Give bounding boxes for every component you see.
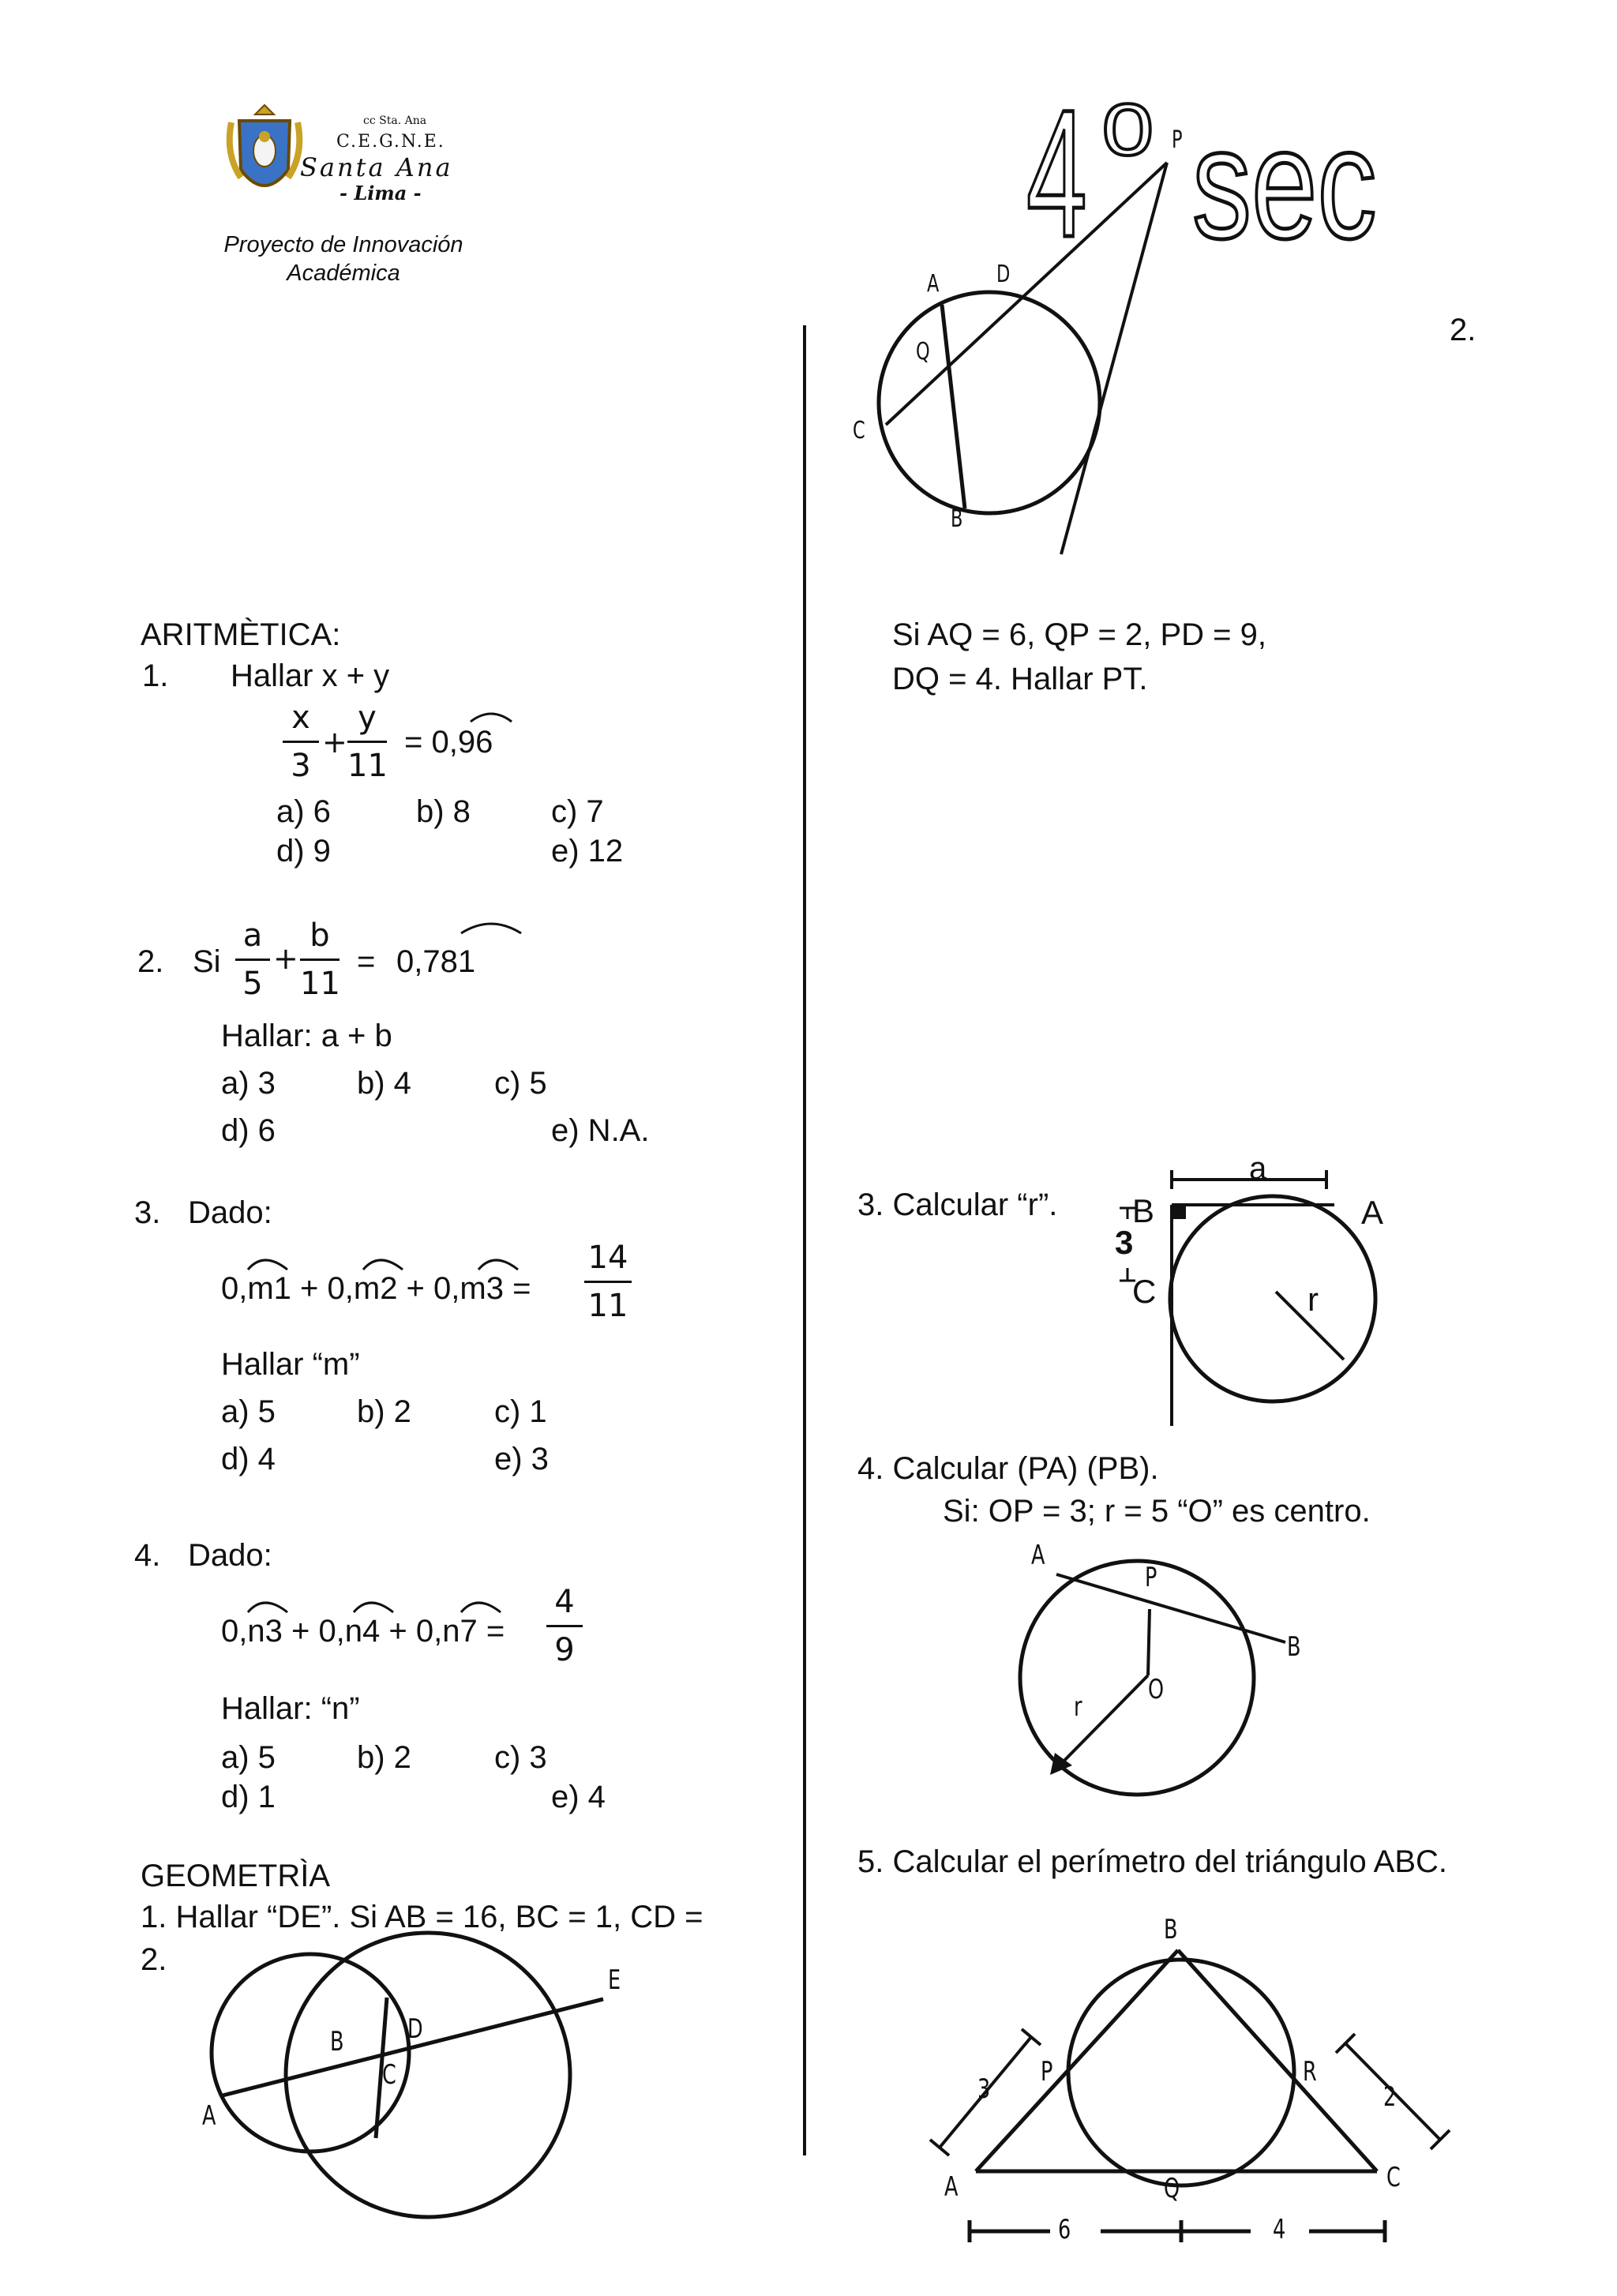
p4-repeating-arcs xyxy=(237,1592,521,1615)
p2-frac1-num: a xyxy=(242,917,263,954)
p1-frac2-num: y xyxy=(358,700,377,736)
geo-problem-1-line2: 2. xyxy=(141,1942,167,1977)
fig5-label-c: C xyxy=(1386,2162,1401,2193)
figure-circle-secant-tangent xyxy=(853,126,1184,553)
fig2-label-b: B xyxy=(951,505,963,533)
p1-frac1-num: x xyxy=(291,700,310,736)
fig4-label-b: B xyxy=(1287,1631,1301,1663)
fig5-label-p: P xyxy=(1041,2056,1053,2088)
p4-opt-e: e) 4 xyxy=(551,1780,606,1814)
p3-opt-e: e) 3 xyxy=(494,1442,549,1476)
fig5-label-r: R xyxy=(1303,2056,1317,2088)
fig5-dim-3-tick-b xyxy=(1022,2029,1041,2045)
fig3-label-c: C xyxy=(1132,1273,1157,1310)
p2-repeating-arc xyxy=(458,919,524,935)
school-name-line3: - Lima - xyxy=(340,182,422,204)
p3-opt-d: d) 4 xyxy=(221,1442,276,1476)
p3-find: Hallar “m” xyxy=(221,1347,360,1382)
fig5-label-a: A xyxy=(944,2171,959,2203)
p2-frac1-den: 5 xyxy=(242,966,263,1002)
school-crest-icon xyxy=(225,99,304,209)
p2-opt-d: d) 6 xyxy=(221,1113,276,1148)
aritmetica-heading: ARITMÈTICA: xyxy=(141,617,341,652)
fig2-label-q: Q xyxy=(916,338,930,366)
p4-find: Hallar: “n” xyxy=(221,1691,360,1726)
fig1-label-b: B xyxy=(330,2026,344,2058)
fig5-label-q: Q xyxy=(1164,2173,1180,2204)
p3-frac-num: 14 xyxy=(587,1240,628,1276)
geometria-heading: GEOMETRÌA xyxy=(141,1859,331,1893)
school-name-small: cc Sta. Ana xyxy=(363,114,427,127)
fig2-label-c: C xyxy=(853,417,865,445)
grade-number: 4 xyxy=(1026,72,1087,275)
school-logo xyxy=(221,99,490,209)
p4-opt-d: d) 1 xyxy=(221,1780,276,1814)
p1-fraction-x xyxy=(283,700,319,784)
p2-fraction-b xyxy=(300,917,340,1002)
p3-frac-den: 11 xyxy=(587,1288,628,1324)
p3-fraction xyxy=(584,1240,632,1324)
fig3-label-a-upper: A xyxy=(1361,1194,1384,1231)
p1-opt-d: d) 9 xyxy=(276,834,331,869)
fig2-tangent-pt xyxy=(1061,163,1167,554)
p1-equals: = 0,96 xyxy=(404,725,493,760)
problem-1-statement: Hallar x + y xyxy=(231,658,390,693)
fig5-dim-label-6: 6 xyxy=(1058,2214,1071,2245)
fig5-side-ab xyxy=(976,1950,1178,2171)
fig3-dim-marks xyxy=(1116,1203,1140,1290)
p1-frac2-den: 11 xyxy=(347,748,388,784)
grade-degree: o xyxy=(1101,69,1154,175)
right-problem-3: 3. Calcular “r”. xyxy=(857,1187,1058,1222)
fig4-chord-ab xyxy=(1056,1574,1285,1642)
fig2-chord-ab xyxy=(942,305,965,508)
project-title-line2: Académica xyxy=(287,261,400,287)
fig2-label-p: P xyxy=(1172,126,1183,154)
column-divider xyxy=(803,325,806,2155)
p3-opt-c: c) 1 xyxy=(494,1394,547,1429)
project-title-line1: Proyecto de Innovación xyxy=(223,232,463,257)
problem-2-si: Si xyxy=(193,944,221,979)
fig5-dim-label-3: 3 xyxy=(977,2073,991,2105)
fig3-label-b: B xyxy=(1132,1192,1155,1229)
fig1-label-d: D xyxy=(407,2013,423,2045)
p2-value: 0,781 xyxy=(396,944,476,979)
fig5-dim-3-tick-a xyxy=(930,2140,949,2155)
right-problem-5: 5. Calcular el perímetro del triángulo ABC. xyxy=(857,1844,1448,1879)
right-problem-number: 2. xyxy=(1450,313,1476,347)
fig4-label-o: O xyxy=(1148,1674,1165,1705)
fig2-label-a: A xyxy=(927,270,940,298)
p4-frac-den: 9 xyxy=(554,1632,575,1668)
figure-circle-chord-center xyxy=(1003,1540,1271,1800)
p2-frac2-den: 11 xyxy=(300,966,340,1002)
school-name-line1: C.E.G.N.E. xyxy=(336,132,445,152)
p2-plus: + xyxy=(273,941,298,976)
fig4-radius xyxy=(1055,1675,1148,1770)
right-problem-2-line1: Si AQ = 6, QP = 2, PD = 9, xyxy=(892,617,1266,652)
right-problem-2-line2: DQ = 4. Hallar PT. xyxy=(892,662,1148,696)
problem-2-number: 2. xyxy=(137,944,164,979)
p2-opt-c: c) 5 xyxy=(494,1066,547,1101)
fig3-circle xyxy=(1170,1196,1375,1401)
p2-equals: = xyxy=(357,944,376,979)
fig4-label-a: A xyxy=(1031,1540,1045,1571)
fig2-circle xyxy=(879,292,1100,513)
problem-1-number: 1. xyxy=(142,658,169,693)
p2-find: Hallar: a + b xyxy=(221,1019,392,1053)
p2-opt-e: e) N.A. xyxy=(551,1113,650,1148)
p4-opt-b: b) 2 xyxy=(357,1740,411,1775)
right-problem-4-line2: Si: OP = 3; r = 5 “O” es centro. xyxy=(943,1494,1371,1529)
p1-opt-c: c) 7 xyxy=(551,794,604,829)
project-title xyxy=(189,231,497,288)
p2-frac2-num: b xyxy=(310,917,330,954)
small-circle xyxy=(212,1954,409,2152)
figure-tangent-square xyxy=(1137,1161,1390,1429)
problem-3-number: 3. xyxy=(134,1195,161,1230)
fig3-label-a-lower: a xyxy=(1249,1151,1267,1186)
p4-fraction xyxy=(546,1584,583,1668)
p1-opt-a: a) 6 xyxy=(276,794,331,829)
p1-opt-e: e) 12 xyxy=(551,834,624,869)
grade-sec: sec xyxy=(1192,96,1377,272)
geo-problem-1-line1: 1. Hallar “DE”. Si AB = 16, BC = 1, CD = xyxy=(141,1900,703,1934)
p3-opt-b: b) 2 xyxy=(357,1394,411,1429)
p4-expression: 0,n3 + 0,n4 + 0,n7 = xyxy=(221,1614,505,1649)
p3-opt-a: a) 5 xyxy=(221,1394,276,1429)
fig1-label-a: A xyxy=(202,2100,216,2132)
fig1-label-e: E xyxy=(608,1964,621,1996)
fig4-label-r: r xyxy=(1074,1691,1082,1723)
fig3-label-three: 3 xyxy=(1115,1224,1134,1261)
p2-opt-b: b) 4 xyxy=(357,1066,411,1101)
problem-4-number: 4. xyxy=(134,1538,161,1573)
fig5-dim-label-4: 4 xyxy=(1273,2214,1286,2245)
p1-repeating-arc xyxy=(467,709,515,725)
p2-opt-a: a) 3 xyxy=(221,1066,276,1101)
figure-inscribed-circle-triangle xyxy=(924,1911,1461,2282)
p1-fraction-y xyxy=(347,700,387,784)
fig5-incircle xyxy=(1068,1960,1294,2185)
fig5-side-bc xyxy=(1178,1950,1377,2171)
problem-4-given: Dado: xyxy=(188,1538,272,1573)
p3-expression: 0,m1 + 0,m2 + 0,m3 = xyxy=(221,1271,531,1306)
right-problem-4-line1: 4. Calcular (PA) (PB). xyxy=(857,1451,1159,1486)
p4-opt-c: c) 3 xyxy=(494,1740,547,1775)
fig3-right-angle xyxy=(1172,1205,1186,1219)
p1-opt-b: b) 8 xyxy=(416,794,471,829)
p4-opt-a: a) 5 xyxy=(221,1740,276,1775)
large-circle xyxy=(286,1933,570,2217)
p1-plus: + xyxy=(322,725,347,760)
fig4-label-p: P xyxy=(1145,1562,1157,1593)
fig5-label-b: B xyxy=(1164,1914,1178,1945)
fig3-label-r: r xyxy=(1307,1281,1319,1318)
problem-3-given: Dado: xyxy=(188,1195,272,1230)
figure-two-circles xyxy=(182,1942,655,2203)
fig1-label-c: C xyxy=(382,2059,396,2091)
fig4-segment-op xyxy=(1148,1609,1150,1675)
p4-frac-num: 4 xyxy=(554,1584,575,1620)
fig5-dim-label-2: 2 xyxy=(1383,2081,1397,2113)
school-name-line2: Santa Ana xyxy=(300,152,453,182)
p1-frac1-den: 3 xyxy=(291,748,311,784)
p3-repeating-arcs xyxy=(237,1249,553,1273)
p2-fraction-a xyxy=(235,917,270,1002)
fig2-label-d: D xyxy=(996,261,1011,288)
